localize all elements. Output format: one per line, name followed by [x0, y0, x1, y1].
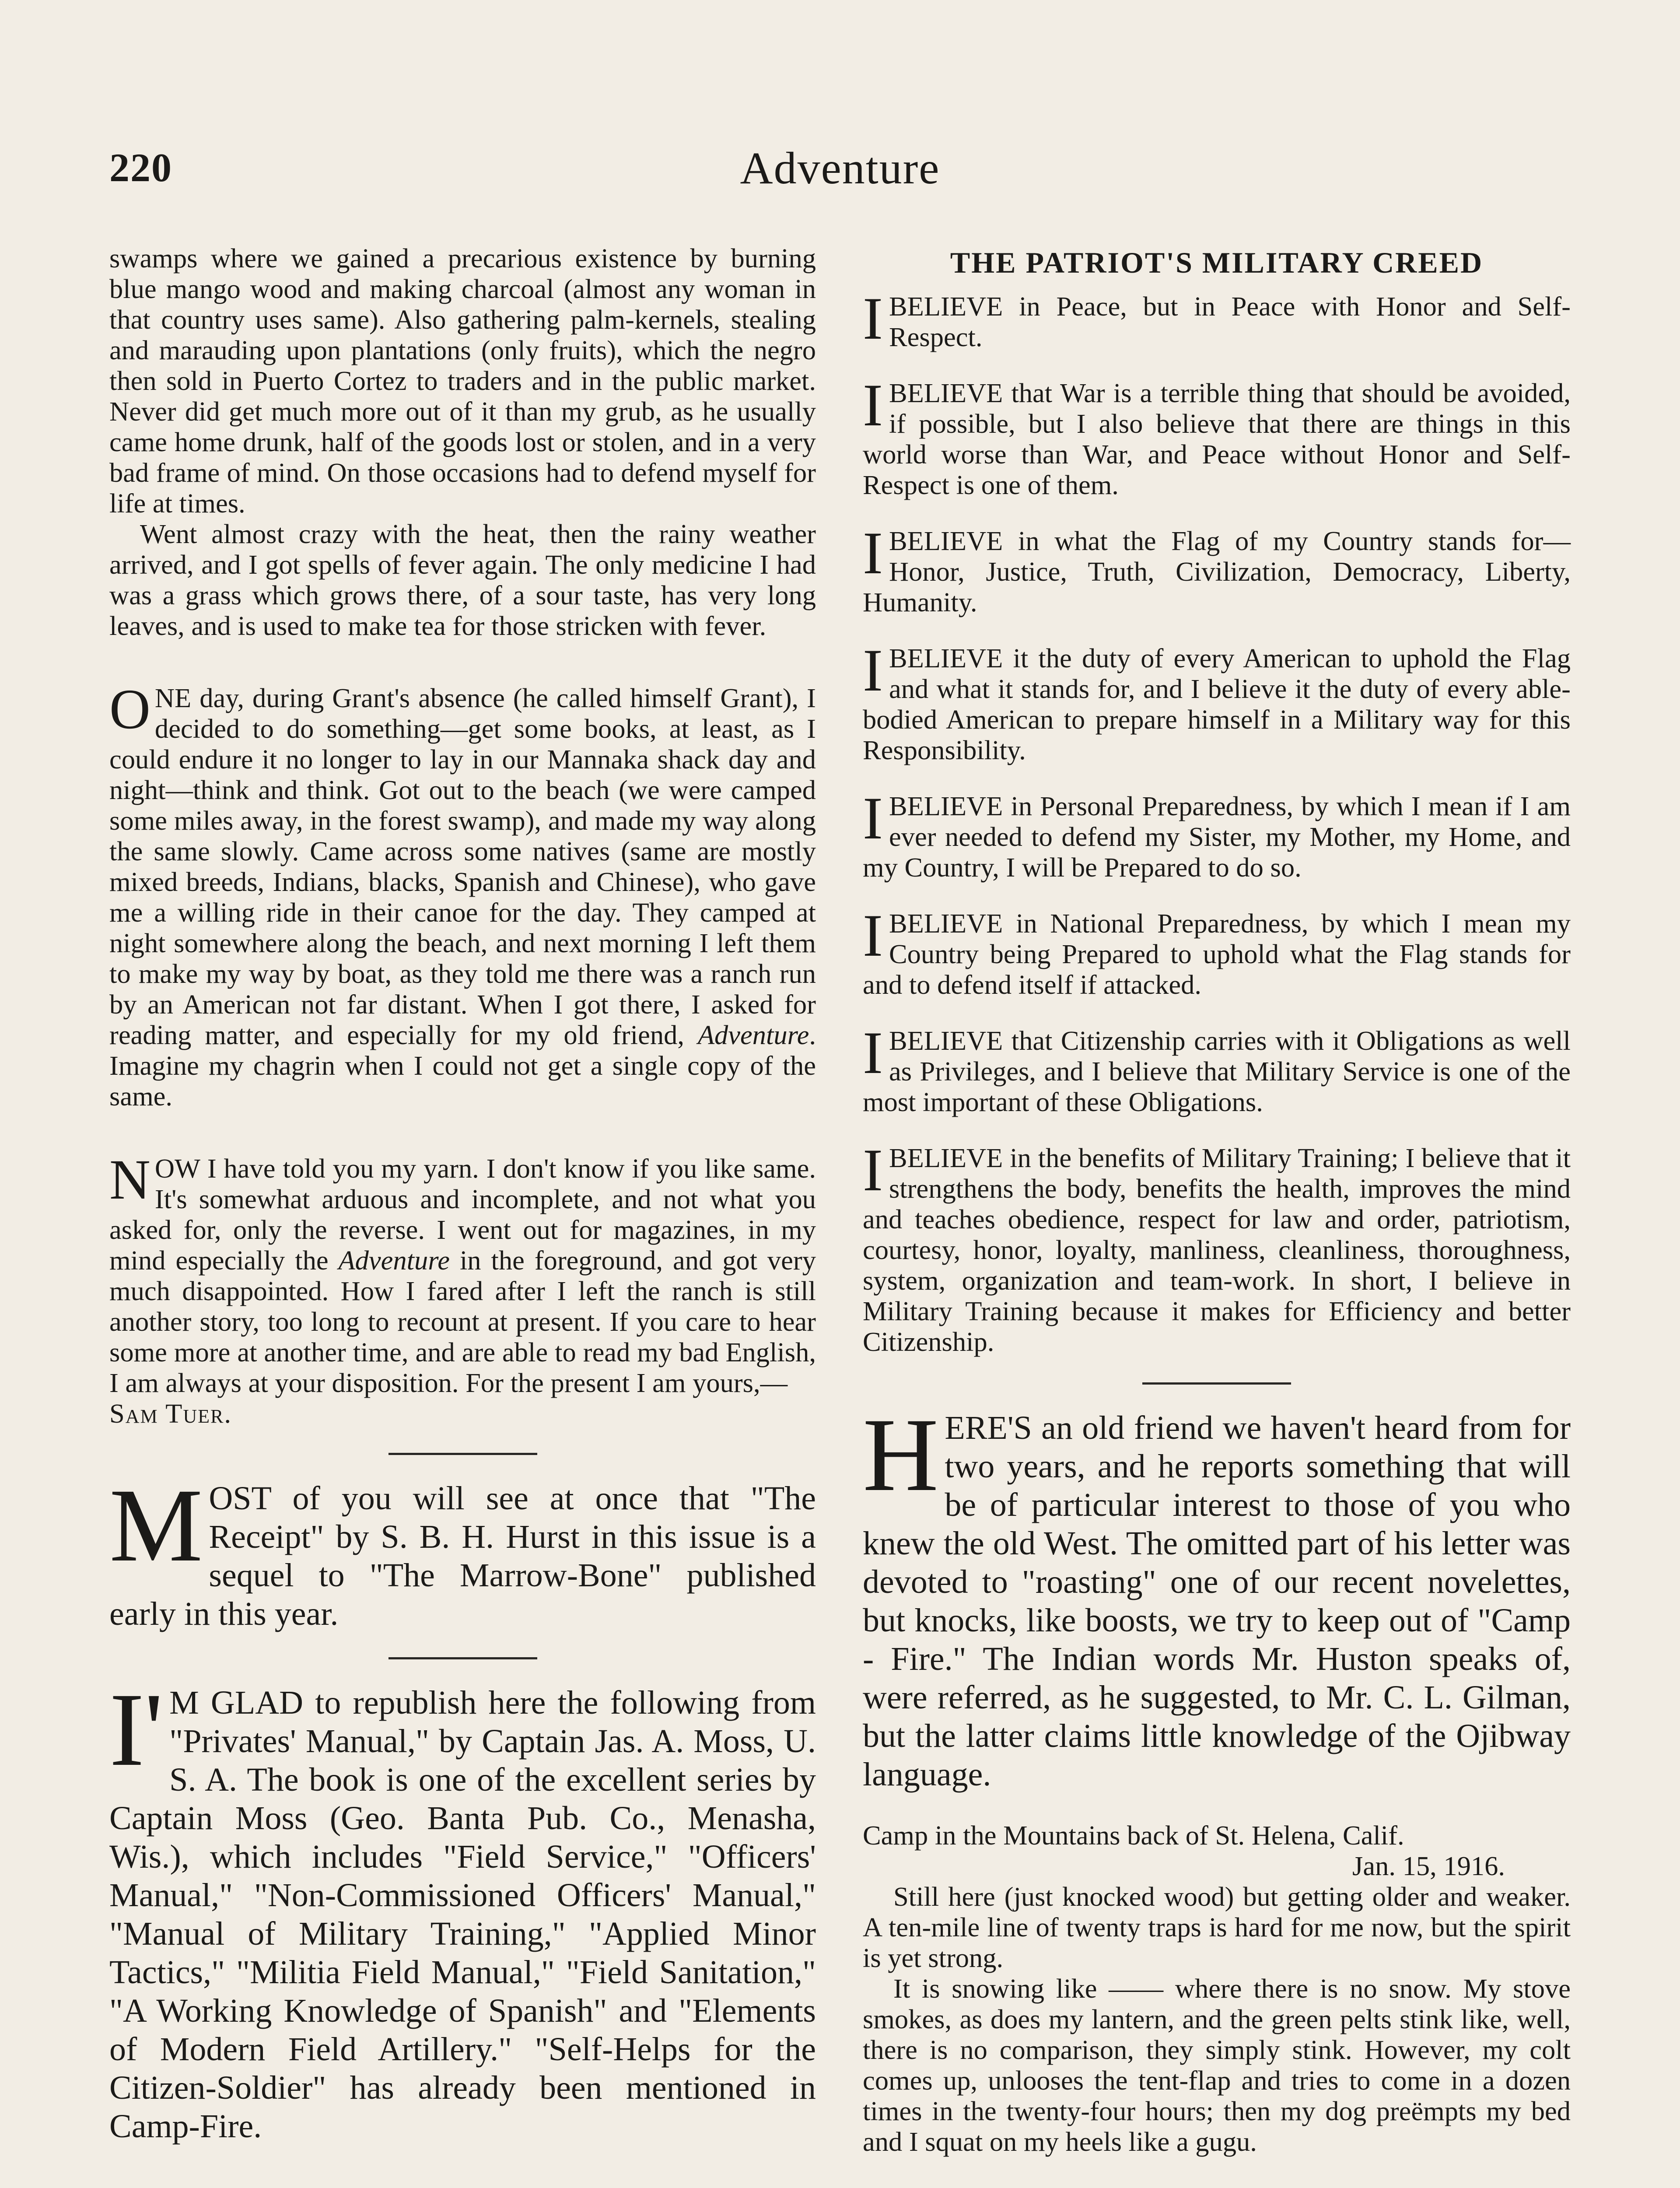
creed-item: IBELIEVE that War is a terrible thing that should be avoided, if possible, but I also believe that there are things in this world worse than War, and Peace without Honor and Self-Respect is one of them. [863, 372, 1571, 500]
creed-item: IBELIEVE that Citizenship carries with it Obligations as well as Privileges, and I believe that Military Service is one of the most important of these Obligations. [863, 1019, 1571, 1117]
letter-date: Jan. 15, 1916. [1352, 1851, 1505, 1881]
creed-item: IBELIEVE in what the Flag of my Country stands for—Honor, Justice, Truth, Civilization, Democracy, Liberty, Humanity. [863, 519, 1571, 617]
letter-place: Camp in the Mountains back of St. Helena, Calif. [863, 1820, 1404, 1851]
paragraph-privates-manual: I'M GLAD to republish here the following from "Privates' Manual," by Captain Jas. A. Moss, U. S. A. The book is one of the excellent series by Captain Moss (Geo. Banta Pub. Co., Menasha, Wis.), which includes "Field Service," "Officers' Manual," "Non-Commissioned Officers' Manual," "Manual of Military Training," "Applied Minor Tactics," "Militia Field Manual," "Field Sanitation," "A Working Knowledge of Spanish" and "Elements of Modern Field Artillery." "Self-Helps for the Citizen-Soldier" has already been mentioned in Camp-Fire. [109, 1671, 816, 2145]
paragraph-swamps: swamps where we gained a precarious existence by burning blue mango wood and making charcoal (almost any woman in that country uses same). Also gathering palm-kernels, stealing and marauding upon plantations (only fruits), which the negro then sold in Puerto Cortez to traders and in the public market. Never did get much more out of it than my grub, as he usually came home drunk, half of the goods lost or stolen, and in a very bad frame of mind. On those occasions had to defend myself for life at times. [109, 243, 816, 519]
letter-paragraph: Still here (just knocked wood) but getting older and weaker. A ten-mile line of twenty traps is hard for me now, but the spirit is yet strong. [863, 1881, 1571, 1973]
signature: Sam Tuer. [109, 1398, 232, 1429]
running-head: Adventure [740, 143, 940, 193]
paragraph-one-day [109, 678, 816, 1112]
divider-rule [388, 1657, 537, 1659]
now-text: NOW I have told you my yarn. I don't know if you like same. It's somewhat arduous and incomplete, and not what you asked for, only the reverse. I went out for magazines, in my mind especially the [109, 1148, 816, 1276]
divider-rule [388, 1453, 537, 1455]
creed-item: IBELIEVE in Personal Preparedness, by which I mean if I am ever needed to defend my Sister, my Mother, my Home, and my Country, I will be Prepared to do so. [863, 785, 1571, 883]
now-text-end: in the foreground, and got very much disappointed. How I fared after I left the ranch is still another story, too long to recount at present. If you care to hear some more at another time, and are able to read my bad English, I am always at your disposition. For the present I am yours,— [109, 1245, 816, 1398]
right-column [863, 243, 1571, 2157]
one-day-italic: Adventure [697, 1020, 809, 1050]
letter-paragraph: It is snowing like —— where there is no snow. My stove smokes, as does my lantern, and the green pelts stink like, well, there is no comparison, they simply stink. However, my colt comes up, unlooses the tent-flap and tries to come in a dozen times in the twenty-four hours; then my dog preëmpts my bed and I squat on my heels like a gugu. [863, 1973, 1571, 2157]
creed-title: THE PATRIOT'S MILITARY CREED [950, 246, 1484, 279]
one-day-text: ONE day, during Grant's absence (he called himself Grant), I decided to do something—get some books, at least, as I could endure it no longer to lay in our Mannaka shack day and night—think and think. Got out to the beach (we were camped some miles away, in the forest swamp), and made my way along the same slowly. Came across some natives (same are mostly mixed breeds, Indians, blacks, Spanish and Chinese), who gave me a willing ride in their canoe for the day. They camped at night somewhere along the beach, and next morning I left them to make my way by boat, as they told me there was a ranch run by an American not far distant. When I got there, I asked for reading matter, and especially for my old friend, [109, 678, 816, 1050]
creed-item: IBELIEVE it the duty of every American to uphold the Flag and what it stands for, and I believe it the duty of every able-bodied American to prepare himself in a Military way for this Responsibility. [863, 637, 1571, 765]
paragraph-receipt: MOST of you will see at once that "The Receipt" by S. B. H. Hurst in this issue is a sequel to "The Marrow-Bone" published early in this year. [109, 1467, 816, 1632]
paragraph-now [109, 1148, 816, 1429]
creed-item: IBELIEVE in Peace, but in Peace with Honor and Self-Respect. [863, 285, 1571, 352]
page-number: 220 [109, 145, 172, 190]
paragraph-old-friend: HERE'S an old friend we haven't heard from for two years, and he reports something that will be of particular interest to those of you who knew the old West. The omitted part of his letter was devoted to "roasting" one of our recent novelettes, but knocks, like boosts, we try to keep out of "Camp - Fire." The Indian words Mr. Huston speaks of, were referred, as he suggested, to Mr. C. L. Gilman, but the latter claims little knowledge of the Ojibway language. [863, 1396, 1571, 1793]
creed-item: IBELIEVE in National Preparedness, by which I mean my Country being Prepared to uphold what the Flag stands for and to defend itself if attacked. [863, 902, 1571, 1000]
one-day-text-end: . Imagine my chagrin when I could not get a single copy of the same. [109, 1020, 816, 1112]
paragraph-heat: Went almost crazy with the heat, then the rainy weather arrived, and I got spells of fever again. The only medicine I had was a grass which grows there, of a sour taste, has very long leaves, and is used to make tea for those stricken with fever. [109, 519, 816, 641]
left-column [109, 243, 816, 2146]
creed-item: IBELIEVE in the benefits of Military Training; I believe that it strengthens the body, benefits the health, improves the mind and teaches obedience, respect for law and order, patriotism, courtesy, honor, loyalty, manliness, cleanliness, thoroughness, system, organization and team-work. In short, I believe in Military Training because it makes for Efficiency and better Citizenship. [863, 1136, 1571, 1357]
now-italic: Adventure [338, 1245, 450, 1276]
divider-rule [1142, 1382, 1291, 1385]
